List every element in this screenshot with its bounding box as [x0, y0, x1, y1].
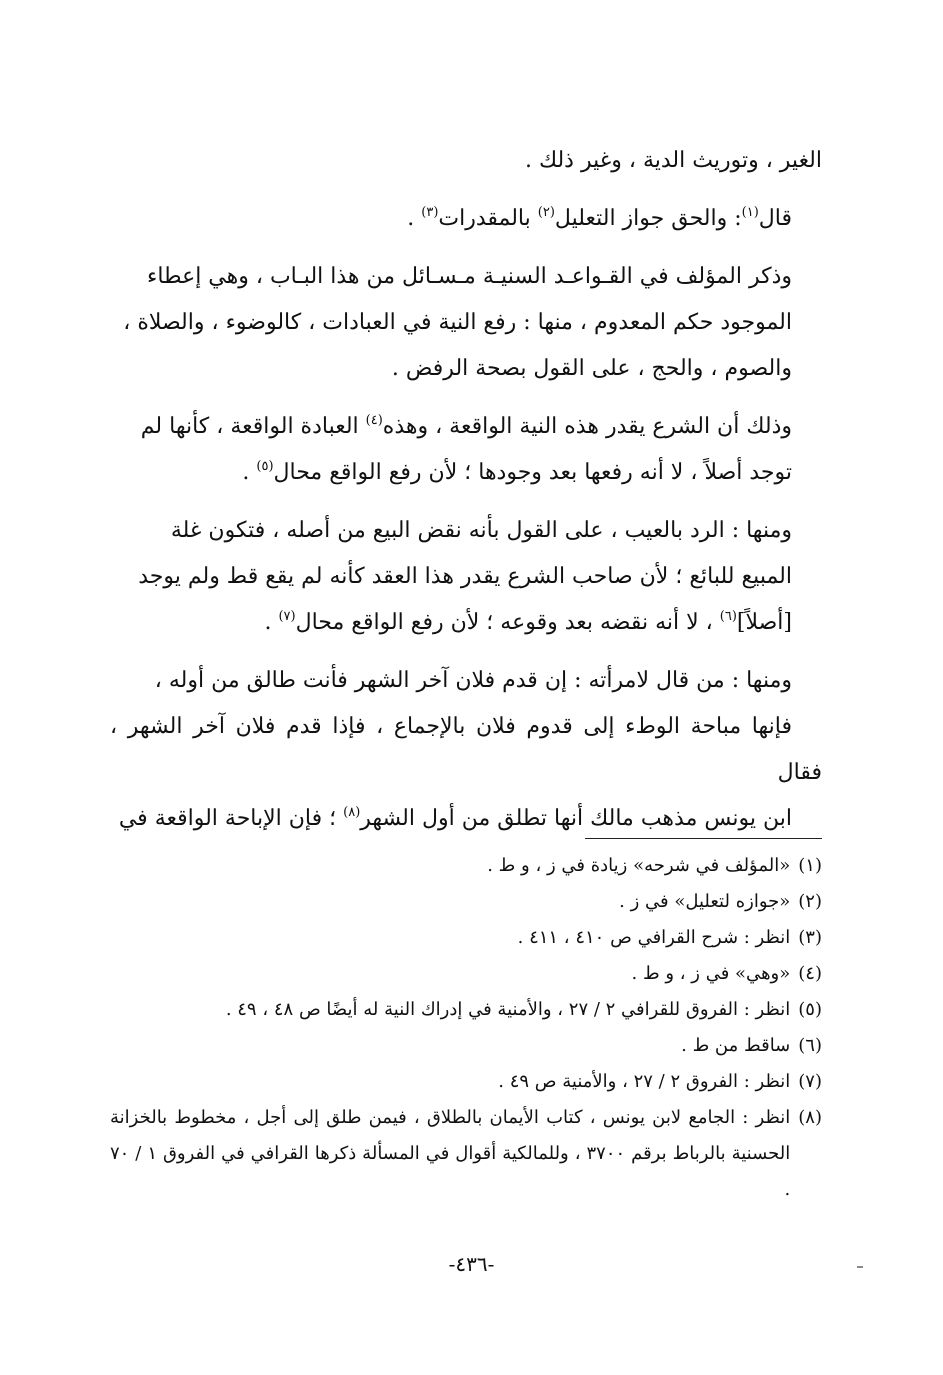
footnote-text: انظر : الفروق للقرافي ٢ / ٢٧ ، والأمنية في إدراك النية له أيضًا ص ٤٨ ، ٤٩ .: [225, 999, 791, 1020]
p5-line-1: ومنها : الرد بالعيب ، على القول بأنه نقض البيع من أصله ، فتكون غلة: [170, 518, 792, 543]
p2-part-a: قال: [758, 206, 792, 231]
footnote-ref-8[interactable]: (٨): [343, 805, 361, 820]
footnote-text: «المؤلف في شرحه» زيادة في ز ، و ط .: [487, 855, 791, 876]
footnote-text: ساقط من ط .: [681, 1035, 791, 1056]
footnote-number: (٢): [798, 891, 822, 912]
p2-part-c: بالمقدرات: [438, 206, 538, 231]
footnote-ref-1[interactable]: (١): [741, 205, 759, 220]
footnote-ref-2[interactable]: (٢): [537, 205, 555, 220]
footnote-number: (١): [798, 855, 822, 876]
p4-part-b: العبادة الواقعة ، كأنها لم: [140, 414, 366, 439]
paragraph-1: [110, 138, 822, 184]
footnote-8: [110, 1100, 822, 1208]
paragraph-1-text: الغير ، وتوريث الدية ، وغير ذلك .: [524, 148, 822, 173]
footnote-number: (٥): [798, 999, 822, 1020]
p5-part-b: ، لا أنه نقضه بعد وقوعه ؛ لأن رفع الواقع محال: [295, 610, 720, 635]
p5-line-2: المبيع للبائع ؛ لأن صاحب الشرع يقدر هذا العقد كأنه لم يقع قط ولم يوجد: [138, 564, 792, 589]
paragraph-2: [110, 196, 822, 242]
p3-line-3: والصوم ، والحج ، على القول بصحة الرفض .: [391, 356, 792, 381]
footnote-ref-4[interactable]: (٤): [365, 413, 383, 428]
p5-part-a: [أصلاً]: [736, 610, 792, 635]
footnote-7: [110, 1064, 822, 1100]
p5-part-c: .: [264, 610, 279, 635]
footnote-number: (٣): [798, 927, 822, 948]
p4-line-1: [110, 404, 822, 450]
footnote-5: [110, 992, 822, 1028]
p6-line-2: فإنها مباحة الوطء إلى قدوم فلان بالإجماع ، فإذا قدم فلان آخر الشهر ، فقال: [110, 714, 822, 785]
paragraph-5: [110, 508, 822, 646]
p5-line-3: [110, 600, 822, 646]
footnote-number: (٦): [798, 1035, 822, 1056]
footnote-4: [110, 956, 822, 992]
footnote-6: [110, 1028, 822, 1064]
footnote-ref-6[interactable]: (٦): [719, 609, 737, 624]
footnote-ref-5[interactable]: (٥): [256, 459, 274, 474]
p4-part-d: .: [242, 460, 257, 485]
paragraph-3: [110, 254, 822, 392]
p2-part-b: : والحق جواز التعليل: [554, 206, 742, 231]
footnote-text: «وهي» في ز ، و ط .: [631, 963, 791, 984]
footnote-number: (٤): [798, 963, 822, 984]
p4-line-2: [110, 450, 822, 496]
p3-line-1: وذكر المؤلف في القـواعـد السنيـة مـسـائل من هذا البـاب ، وهي إعطاء: [146, 264, 792, 289]
scan-mark: [857, 1266, 863, 1268]
p4-part-c: توجد أصلاً ، لا أنه رفعها بعد وجودها ؛ لأن رفع الواقع محال: [273, 460, 792, 485]
page-number: -٤٣٦-: [448, 1252, 495, 1276]
footnote-text: «جوازه لتعليل» في ز .: [619, 891, 791, 912]
footnote-text: انظر : شرح القرافي ص ٤١٠ ، ٤١١ .: [517, 927, 791, 948]
footnote-number: (٨): [798, 1107, 822, 1128]
p4-part-a: وذلك أن الشرع يقدر هذه النية الواقعة ، وهذه: [382, 414, 792, 439]
p6-line-3: [110, 796, 822, 842]
footnote-text: انظر : الفروق ٢ / ٢٧ ، والأمنية ص ٤٩ .: [498, 1071, 791, 1092]
footnotes: [110, 848, 822, 1208]
footnote-separator: [585, 838, 822, 839]
p6-part-b: ؛ فإن الإباحة الواقعة في: [118, 806, 344, 831]
p2-part-d: .: [407, 206, 422, 231]
p3-line-2: الموجود حكم المعدوم ، منها : رفع النية في العبادات ، كالوضوء ، والصلاة ،: [123, 310, 792, 335]
main-text: [110, 138, 822, 854]
footnote-ref-7[interactable]: (٧): [278, 609, 296, 624]
p6-part-a: ابن يونس مذهب مالك أنها تطلق من أول الشهر: [360, 806, 792, 831]
paragraph-4: [110, 404, 822, 496]
footnote-2: [110, 884, 822, 920]
footnote-number: (٧): [798, 1071, 822, 1092]
footnote-3: [110, 920, 822, 956]
p6-line-1: ومنها : من قال لامرأته : إن قدم فلان آخر الشهر فأنت طالق من أوله ،: [154, 668, 792, 693]
footnote-ref-3[interactable]: (٣): [421, 205, 439, 220]
footnote-1: [110, 848, 822, 884]
footnote-text: انظر : الجامع لابن يونس ، كتاب الأيمان بالطلاق ، فيمن طلق إلى أجل ، مخطوط بالخزانة الحسنية بالرباط برقم ٣٧٠٠ ، وللمالكية أقوال في المسألة ذكرها القرافي في الفروق ١ / ٧٠ .: [110, 1107, 791, 1200]
paragraph-6: [110, 658, 822, 842]
